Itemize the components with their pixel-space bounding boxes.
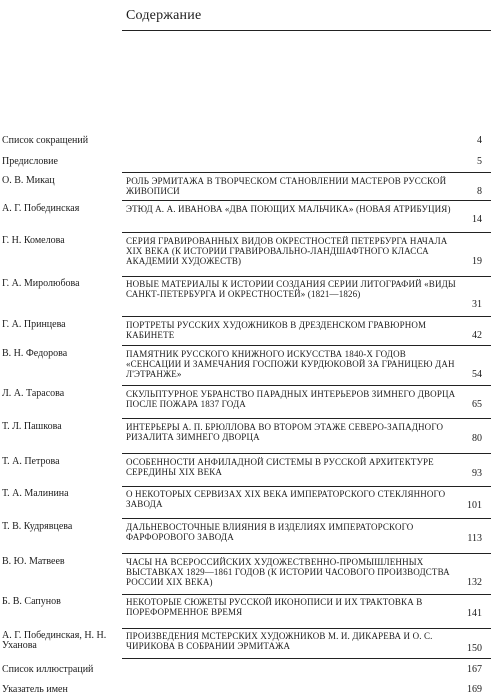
entry-page: 150 [467,643,482,654]
entry-page: 80 [472,433,482,444]
entry-title: СКУЛЬПТУРНОЕ УБРАНСТВО ПАРАДНЫХ ИНТЕРЬЕРОВ ЗИМНЕГО ДВОРЦА ПОСЛЕ ПОЖАРА 1837 ГОДА [126,389,456,409]
entry-rule [122,486,491,487]
entry-author: В. Ю. Матвеев [2,556,65,567]
entry-author: А. Г. Побединская [2,203,80,214]
entry-title: Указатель имен [2,684,68,695]
entry-rule [122,345,491,346]
entry-rule [122,453,491,454]
entry-title: ПОРТРЕТЫ РУССКИХ ХУДОЖНИКОВ В ДРЕЗДЕНСКОМ ГРАВЮРНОМ КАБИНЕТЕ [126,320,427,340]
entry-page: 113 [467,533,482,544]
entry-page: 101 [467,500,482,511]
entry-page: 141 [467,608,482,619]
entry-rule [122,276,491,277]
entry-title: ДАЛЬНЕВОСТОЧНЫЕ ВЛИЯНИЯ В ИЗДЕЛИЯХ ИМПЕРАТОРСКОГО ФАРФОРОВОГО ЗАВОДА [126,522,414,542]
entry-author: Т. А. Малинина [2,488,69,499]
entry-author: О. В. Микац [2,175,55,186]
entry-author: Т. А. Петрова [2,456,60,467]
entry-title: НОВЫЕ МАТЕРИАЛЫ К ИСТОРИИ СОЗДАНИЯ СЕРИИ ЛИТОГРАФИЙ «ВИДЫ САНКТ-ПЕТЕРБУРГА И ОКРЕСТНОСТЕЙ» (1821—1826) [126,279,456,299]
entry-rule [122,418,491,419]
entry-title: СЕРИЯ ГРАВИРОВАННЫХ ВИДОВ ОКРЕСТНОСТЕЙ ПЕТЕРБУРГА НАЧАЛА XIX ВЕКА (К ИСТОРИИ ГРАВИРОВАЛЬНО-ЛАНДШАФТНОГО КЛАССА АКАДЕМИИ ХУДОЖЕСТВ) [126,236,448,266]
entry-author: В. Н. Федорова [2,348,68,359]
entry-page: 65 [472,399,482,410]
entry-title: РОЛЬ ЭРМИТАЖА В ТВОРЧЕСКОМ СТАНОВЛЕНИИ МАСТЕРОВ РУССКОЙ ЖИВОПИСИ [126,176,447,196]
entry-rule [122,232,491,233]
entry-title: ОСОБЕННОСТИ АНФИЛАДНОЙ СИСТЕМЫ В РУССКОЙ АРХИТЕКТУРЕ СЕРЕДИНЫ XIX ВЕКА [126,457,434,477]
entry-title: ПРОИЗВЕДЕНИЯ МСТЕРСКИХ ХУДОЖНИКОВ М. И. ДИКАРЕВА И О. С. ЧИРИКОВА В СОБРАНИИ ЭРМИТАЖА [126,631,433,651]
entry-page: 14 [472,214,482,225]
entry-rule [122,385,491,386]
entry-page: 8 [477,186,482,197]
entry-author: Б. В. Сапунов [2,596,61,607]
entry-author: Г. Н. Комелова [2,235,65,246]
entry-rule [122,553,491,554]
entry-page: 42 [472,330,482,341]
entry-rule [122,200,491,201]
entry-author: Л. А. Тарасова [2,388,65,399]
entry-page: 5 [477,156,482,167]
entry-page: 54 [472,369,482,380]
page-title: Содержание [126,8,202,23]
entry-author: Г. А. Миролюбова [2,278,80,289]
entry-page: 31 [472,299,482,310]
entry-rule [122,594,491,595]
entry-rule [122,628,491,629]
entry-title: ПАМЯТНИК РУССКОГО КНИЖНОГО ИСКУССТВА 1840-Х ГОДОВ «СЕНСАЦИИ И ЗАМЕЧАНИЯ ГОСПОЖИ КУРДЮКОВОЙ ЗА ГРАНИЦЕЮ ДАН Л'ЭТРАНЖЕ» [126,349,455,379]
entry-rule [122,658,491,659]
entry-title: ЭТЮД А. А. ИВАНОВА «ДВА ПОЮЩИХ МАЛЬЧИКА» (НОВАЯ АТРИБУЦИЯ) [126,204,451,214]
entry-title: НЕКОТОРЫЕ СЮЖЕТЫ РУССКОЙ ИКОНОПИСИ И ИХ ТРАКТОВКА В ПОРЕФОРМЕННОЕ ВРЕМЯ [126,597,423,617]
entry-page: 4 [477,135,482,146]
entry-title: Список сокращений [2,135,89,146]
entry-author: А. Г. Побединская, Н. Н. Уханова [2,630,107,651]
entry-author: Т. В. Кудрявцева [2,521,73,532]
entry-rule [122,518,491,519]
entry-title: ЧАСЫ НА ВСЕРОССИЙСКИХ ХУДОЖЕСТВЕННО-ПРОМЫШЛЕННЫХ ВЫСТАВКАХ 1829—1861 ГОДОВ (К ИСТОРИИ ЧАСОВОГО ПРОИЗВОДСТВА РОССИИ XIX ВЕКА) [126,557,450,587]
entry-page: 169 [467,684,482,695]
entry-title: Предисловие [2,156,58,167]
entry-author: Г. А. Принцева [2,319,66,330]
entry-author: Т. Л. Пашкова [2,421,62,432]
entry-rule [122,316,491,317]
entry-page: 132 [467,577,482,588]
entry-title: ИНТЕРЬЕРЫ А. П. БРЮЛЛОВА ВО ВТОРОМ ЭТАЖЕ СЕВЕРО-ЗАПАДНОГО РИЗАЛИТА ЗИМНЕГО ДВОРЦА [126,422,444,442]
entry-title: О НЕКОТОРЫХ СЕРВИЗАХ XIX ВЕКА ИМПЕРАТОРСКОГО СТЕКЛЯННОГО ЗАВОДА [126,489,446,509]
entry-rule [122,172,491,173]
entry-title: Список иллюстраций [2,664,94,675]
entry-page: 19 [472,256,482,267]
heading-rule [122,30,491,31]
entry-page: 93 [472,468,482,479]
entry-page: 167 [467,664,482,675]
